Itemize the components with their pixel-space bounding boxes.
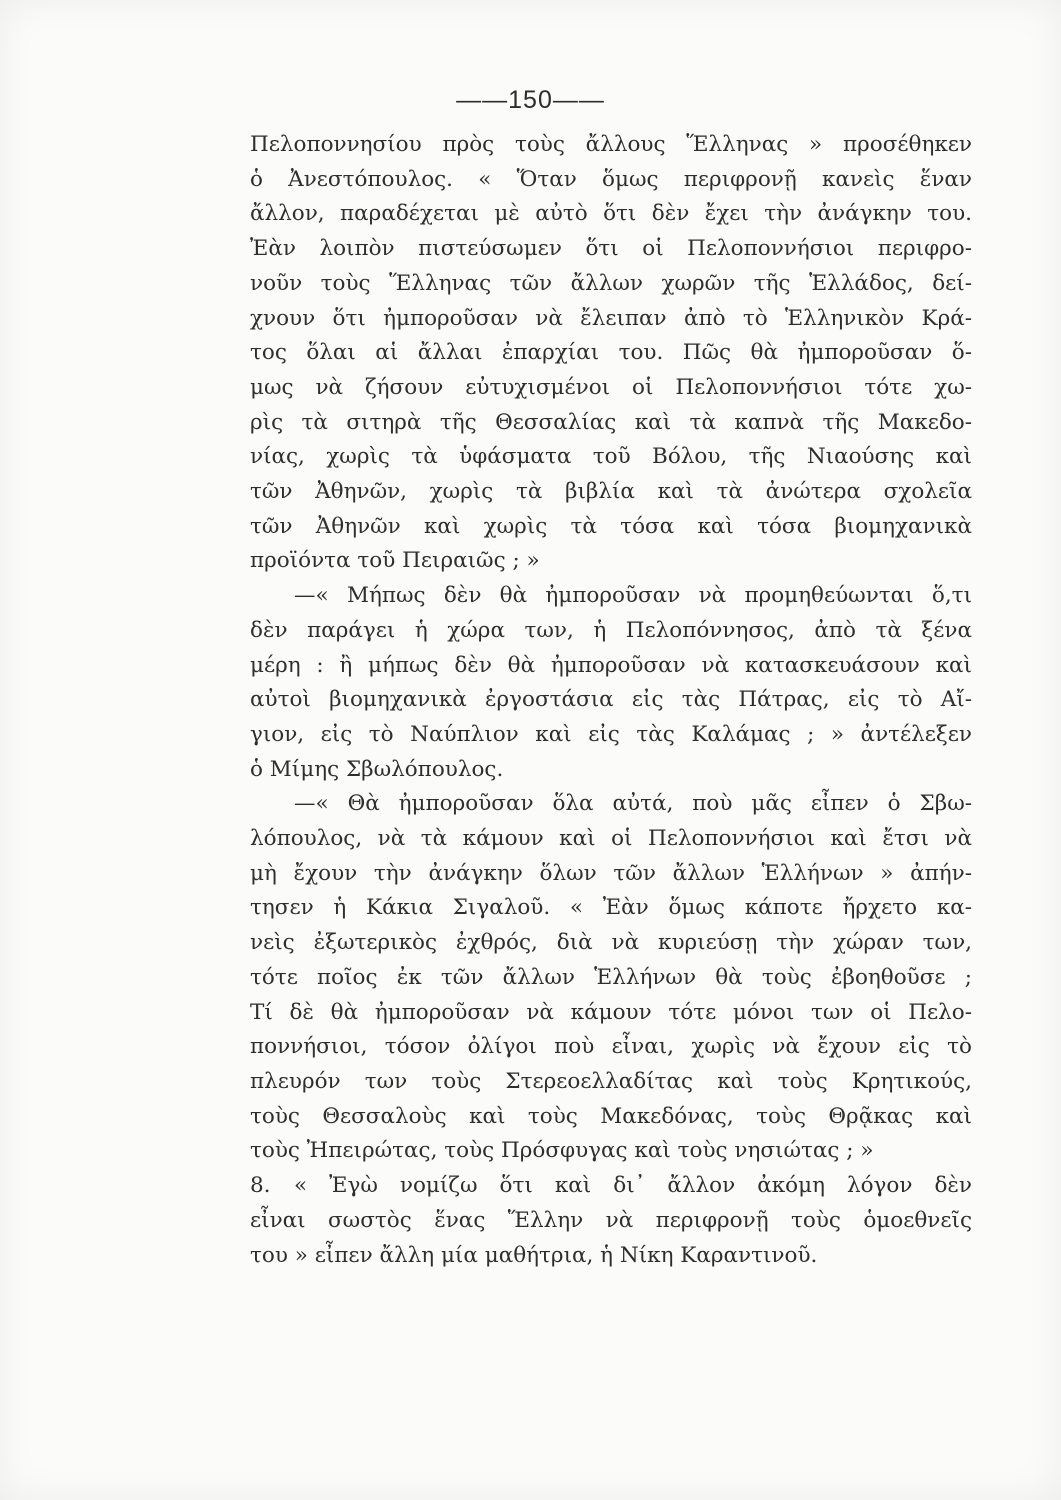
text-line: Ἐὰν λοιπὸν πιστεύσωμεν ὅτι οἱ Πελοποννήσιοι περιφρο- (250, 236, 972, 262)
text-line: τοὺς Θεσσαλοὺς καὶ τοὺς Μακεδόνας, τοὺς Θρᾷκας καὶ (250, 1103, 972, 1129)
paragraph-number: 8. (250, 1173, 271, 1199)
paragraph-1 (250, 128, 972, 579)
page-number (0, 86, 1061, 115)
page-number-value: 150 (508, 86, 553, 114)
page-number-dash-right: —— (552, 86, 605, 114)
page-number-dash-left: —— (456, 86, 509, 114)
text-line: —« Μήπως δὲν θὰ ἠμποροῦσαν νὰ προμηθεύωνται ὅ,τι (294, 583, 972, 609)
text-line: νεὶς ἐξωτερικὸς ἐχθρός, διὰ νὰ κυριεύσῃ τὴν χώραν των, (250, 930, 972, 956)
text-line: μέρη : ἢ μήπως δὲν θὰ ἠμποροῦσαν νὰ κατασκευάσουν καὶ (250, 652, 972, 678)
text-line: ἄλλον, παραδέχεται μὲ αὐτὸ ὅτι δὲν ἔχει τὴν ἀνάγκην του. (250, 201, 972, 227)
text-line: ὁ Ἀνεστόπουλος. « Ὅταν ὅμως περιφρονῇ κανεὶς ἕναν (250, 166, 972, 192)
text-line: πλευρόν των τοὺς Στερεοελλαδίτας καὶ τοὺς Κρητικούς, (250, 1068, 972, 1094)
text-line: τῶν Ἀθηνῶν, χωρὶς τὰ βιβλία καὶ τὰ ἀνώτερα σχολεῖα (250, 479, 972, 505)
text-line: τησεν ἡ Κάκια Σιγαλοῦ. « Ἐὰν ὅμως κάποτε ἤρχετο κα- (250, 895, 972, 921)
text-line-content: « Ἐγὼ νομίζω ὅτι καὶ δι᾽ ἄλλον ἀκόμη λόγον δὲν (294, 1173, 972, 1199)
text-line: μὴ ἔχουν τὴν ἀνάγκην ὅλων τῶν ἄλλων Ἑλλήνων » ἀπήν- (250, 860, 972, 886)
text-line-numbered (250, 1169, 972, 1204)
paragraph-3 (250, 787, 972, 1169)
text-line: χνουν ὅτι ἠμποροῦσαν νὰ ἔλειπαν ἀπὸ τὸ Ἑλληνικὸν Κρά- (250, 305, 972, 331)
text-line: ρὶς τὰ σιτηρὰ τῆς Θεσσαλίας καὶ τὰ καπνὰ τῆς Μακεδο- (250, 409, 972, 435)
text-line: του » εἶπεν ἄλλη μία μαθήτρια, ἡ Νίκη Καραντινοῦ. (250, 1242, 818, 1268)
text-line: τότε ποῖος ἐκ τῶν ἄλλων Ἑλλήνων θὰ τοὺς ἐβοηθοῦσε ; (250, 964, 972, 990)
body-text (250, 128, 972, 1273)
text-line: τος ὅλαι αἱ ἄλλαι ἐπαρχίαι του. Πῶς θὰ ἠμποροῦσαν ὅ- (250, 340, 972, 366)
text-line: δὲν παράγει ἡ χώρα των, ἡ Πελοπόννησος, ἀπὸ τὰ ξένα (250, 617, 972, 643)
text-line: ποννήσιοι, τόσον ὀλίγοι ποὺ εἶναι, χωρὶς νὰ ἔχουν εἰς τὸ (250, 1034, 972, 1060)
text-line: εἶναι σωστὸς ἕνας Ἕλλην νὰ περιφρονῇ τοὺς ὁμοεθνεῖς (250, 1207, 972, 1233)
text-line: λόπουλος, νὰ τὰ κάμουν καὶ οἱ Πελοποννήσιοι καὶ ἔτσι νὰ (250, 826, 972, 852)
text-line: τοὺς Ἠπειρώτας, τοὺς Πρόσφυγας καὶ τοὺς νησιώτας ; » (250, 1138, 874, 1164)
text-line: μως νὰ ζήσουν εὐτυχισμένοι οἱ Πελοποννήσιοι τότε χω- (250, 374, 972, 400)
text-line: νίας, χωρὶς τὰ ὑφάσματα τοῦ Βόλου, τῆς Νιαούσης καὶ (250, 444, 972, 470)
text-line: Πελοποννησίου πρὸς τοὺς ἄλλους Ἕλληνας » προσέθηκεν (250, 132, 972, 157)
paragraph-2 (250, 579, 972, 787)
text-line: αὐτοὶ βιομηχανικὰ ἐργοστάσια εἰς τὰς Πάτρας, εἰς τὸ Αἴ- (250, 687, 972, 713)
text-line: νοῦν τοὺς Ἕλληνας τῶν ἄλλων χωρῶν τῆς Ἑλλάδος, δεί- (250, 270, 972, 296)
text-line: ὁ Μίμης Σβωλόπουλος. (250, 756, 504, 782)
text-line: τῶν Ἀθηνῶν καὶ χωρὶς τὰ τόσα καὶ τόσα βιομηχανικὰ (250, 513, 972, 539)
text-line: προϊόντα τοῦ Πειραιῶς ; » (250, 548, 540, 574)
text-line: —« Θὰ ἠμποροῦσαν ὅλα αὐτά, ποὺ μᾶς εἶπεν ὁ Σβω- (294, 791, 972, 817)
paragraph-4 (250, 1169, 972, 1273)
text-line: Τί δὲ θὰ ἠμποροῦσαν νὰ κάμουν τότε μόνοι των οἱ Πελο- (250, 999, 972, 1025)
text-line: γιον, εἰς τὸ Ναύπλιον καὶ εἰς τὰς Καλάμας ; » ἀντέλεξεν (250, 721, 972, 747)
